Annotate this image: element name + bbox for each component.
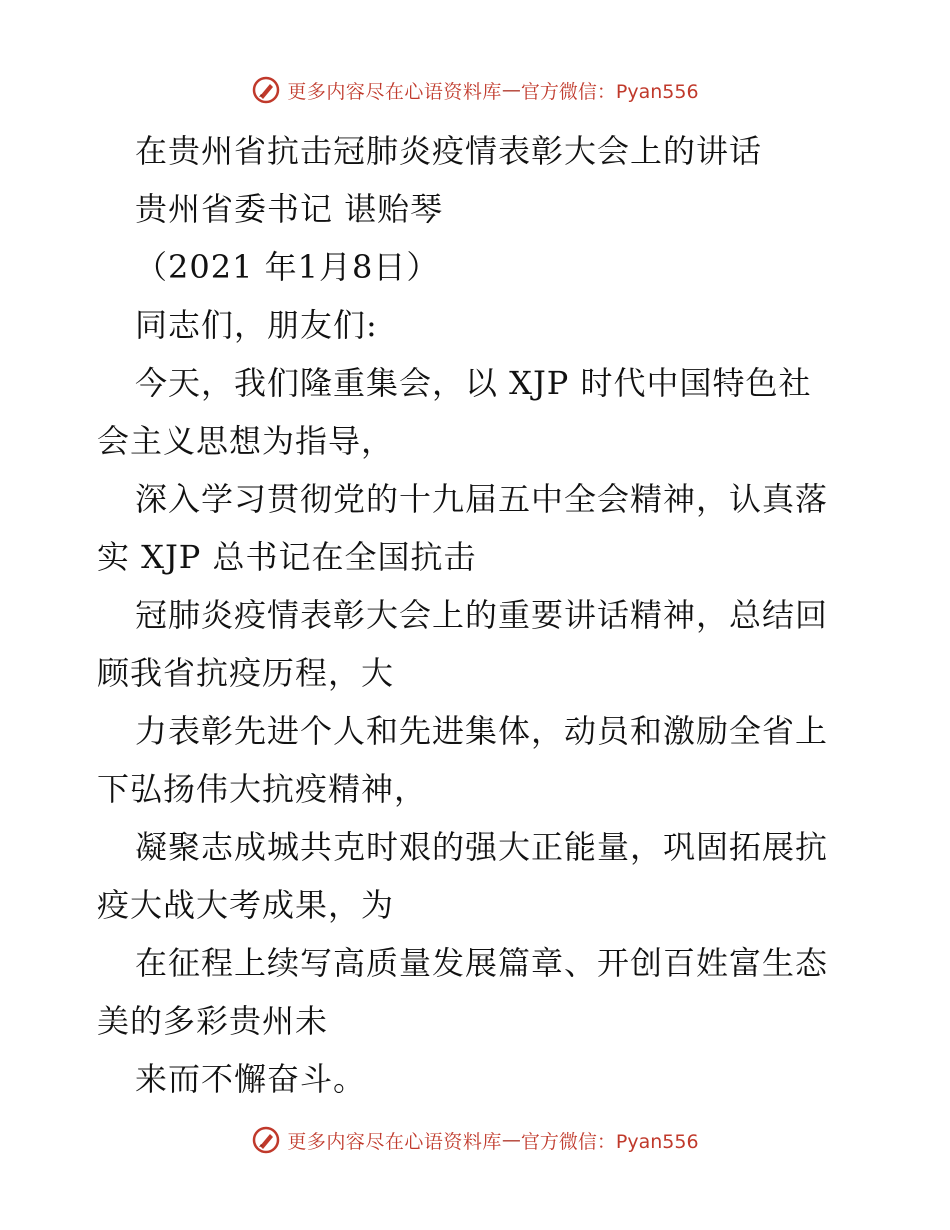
body-line: 下弘扬伟大抗疫精神， bbox=[97, 770, 428, 808]
document-body bbox=[97, 122, 857, 1108]
watermark-main-text: 更多内容尽在心语资料库 bbox=[287, 80, 502, 103]
watermark-suffix-text: 官方微信：Pyan556 bbox=[520, 1130, 699, 1153]
body-line: 冠肺炎疫情表彰大会上的重要讲话精神，总结回 bbox=[135, 596, 829, 634]
body-line: 来而不懈奋斗。 bbox=[135, 1060, 367, 1098]
body-line: 今天，我们隆重集会，以 XJP 时代中国特色社 bbox=[135, 364, 812, 402]
salutation-line: 同志们，朋友们: bbox=[135, 306, 378, 344]
body-line: 实 XJP 总书记在全国抗击 bbox=[97, 538, 477, 576]
watermark-header bbox=[0, 72, 950, 108]
pen-logo-icon bbox=[251, 75, 281, 105]
body-line: 凝聚志成城共克时艰的强大正能量，巩固拓展抗 bbox=[135, 828, 829, 866]
body-line: 疫大战大考成果，为 bbox=[97, 886, 395, 924]
body-line: 会主义思想为指导， bbox=[97, 422, 395, 460]
watermark-footer bbox=[0, 1122, 950, 1158]
watermark-suffix-text: 官方微信：Pyan556 bbox=[520, 80, 699, 103]
speaker-line: 贵州省委书记 谌贻琴 bbox=[135, 190, 444, 228]
date-line: （2021 年1月8日） bbox=[135, 248, 440, 286]
body-line: 顾我省抗疫历程，大 bbox=[97, 654, 395, 692]
body-line: 深入学习贯彻党的十九届五中全会精神，认真落 bbox=[135, 480, 829, 518]
watermark-separator: — bbox=[501, 79, 521, 101]
speech-title: 在贵州省抗击冠肺炎疫情表彰大会上的讲话 bbox=[135, 132, 763, 170]
body-line: 力表彰先进个人和先进集体，动员和激励全省上 bbox=[135, 712, 829, 750]
body-line: 美的多彩贵州未 bbox=[97, 1002, 329, 1040]
body-line: 在征程上续写高质量发展篇章、开创百姓富生态 bbox=[135, 944, 829, 982]
watermark-separator: — bbox=[501, 1129, 521, 1151]
pen-logo-icon bbox=[251, 1125, 281, 1155]
watermark-main-text: 更多内容尽在心语资料库 bbox=[287, 1130, 502, 1153]
